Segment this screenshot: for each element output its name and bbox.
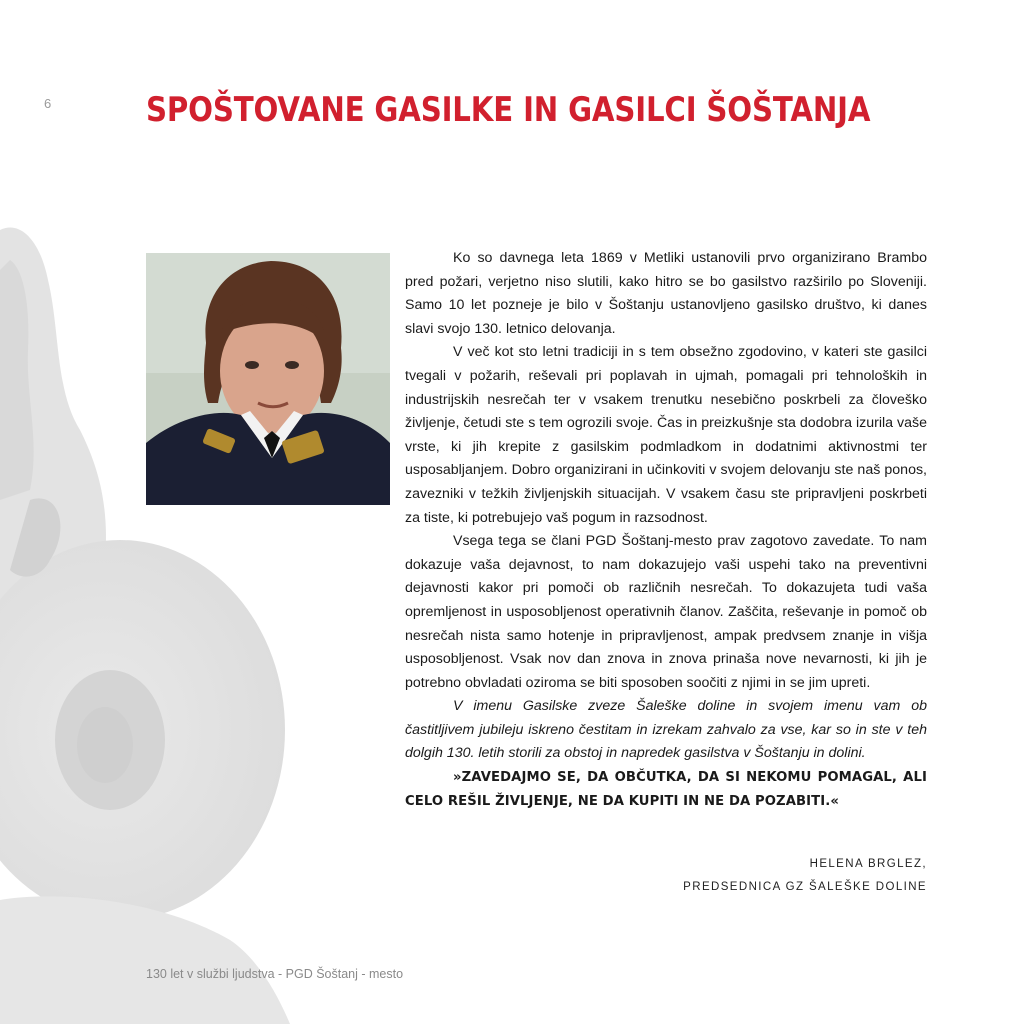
paragraph: V več kot sto letni tradiciji in s tem obsežno zgodovino, v kateri ste gasilci tvegali v požarih, reševali pri poplavah in ujmah, pomagali pri tehnoloških in industrijskih nesrečah ter v vsakem trenutku nesebično poskrbeli za človeško življenje, četudi ste s tem ogrozili svoje. Čas in preizkušnje sta dodobra izurila vaše vrste, ki jih krepite z gasilskim podmladkom in dodatnimi aktivnostmi ter usposabljanjem. Dobro organizirani in učinkoviti v svojem delovanju ste naš ponos, zavezniki v težkih življenjskih situacijah. V vsakem času ste pripravljeni poskrbeti za tiste, ki potrebujejo vaš pogum in razsodnost.: [405, 344, 927, 526]
signature: [683, 853, 927, 899]
signature-name: HELENA BRGLEZ,: [809, 858, 927, 870]
letter-body: [405, 247, 927, 813]
portrait-photo: [146, 253, 390, 505]
paragraph: Vsega tega se člani PGD Šoštanj-mesto prav zagotovo zavedate. To nam dokazuje vaša dejavnost, to nam dokazujejo vaši uspehi tako na preventivni dejavnosti kakor pri pomoči ob različnih nesrečah. To dokazujeta tudi vaša opremljenost in usposobljenost operativnih članov. Zaščita, reševanje in pomoč ob nesrečah nista samo hotenje in pripravljenost, ampak predvsem znanje in višja usposobljenost. Vsak nov dan znova in znova prinaša nove nevarnosti, ki jih je potrebno obvladati oziroma se biti sposoben soočiti z njimi in se jim upreti.: [405, 533, 927, 691]
signature-role: PREDSEDNICA GZ ŠALEŠKE DOLINE: [683, 881, 927, 893]
page-title: SPOŠTOVANE GASILKE IN GASILCI ŠOŠTANJA: [146, 90, 871, 130]
page-number: 6: [44, 96, 52, 111]
page-footer: 130 let v službi ljudstva - PGD Šoštanj - mesto: [146, 967, 404, 981]
closing-quote: »ZAVEDAJMO SE, DA OBČUTKA, DA SI NEKOMU POMAGAL, ALI CELO REŠIL ŽIVLJENJE, NE DA KUPITI IN NE DA POZABITI.«: [405, 770, 927, 809]
italic-paragraph: V imenu Gasilske zveze Šaleške doline in svojem imenu vam ob častitljivem jubileju iskreno čestitam in izrekam zahvalo za vse, kar so in ste v teh dolgih 130. letih storili za obstoj in napredek gasilstva v Šoštanju in dolini.: [405, 698, 927, 762]
paragraph: Ko so davnega leta 1869 v Metliki ustanovili prvo organizirano Brambo pred požari, verjetno niso slutili, kako hitro se bo gasilstvo razširilo po Sloveniji. Samo 10 let pozneje je bilo v Šoštanju ustanovljeno gasilsko društvo, ki danes slavi svojo 130. letnico delovanja.: [405, 250, 927, 337]
